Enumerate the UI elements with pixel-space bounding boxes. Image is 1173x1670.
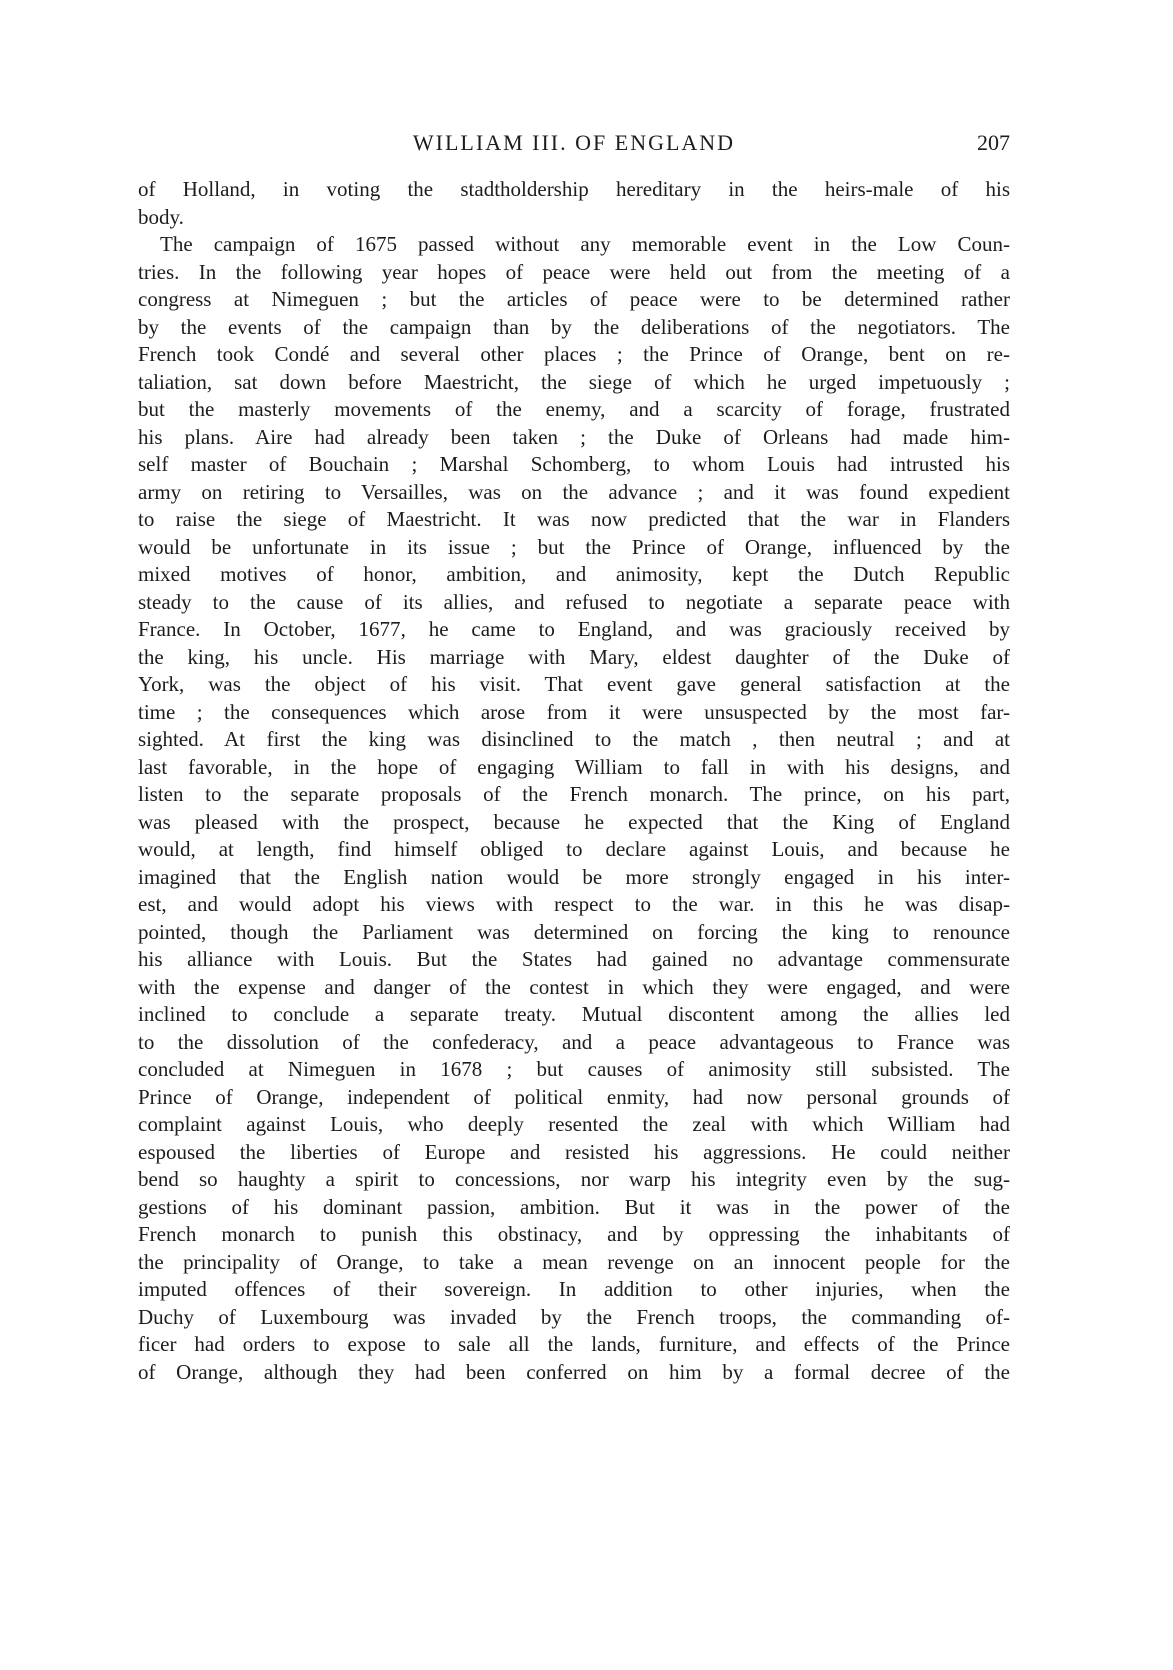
text-line: taliation, sat down before Maestricht, the siege of which he urged impetuously ; bbox=[138, 369, 1010, 394]
text-line: by the events of the campaign than by the deliberations of the negotiators. The bbox=[138, 314, 1010, 339]
text-line: body. bbox=[138, 204, 184, 229]
text-line: est, and would adopt his views with respect to the war. in this he was disap- bbox=[138, 892, 1010, 916]
text-line: complaint against Louis, who deeply resented the zeal with which William had bbox=[138, 1112, 1010, 1136]
text-line: of Orange, although they had been conferred on him by a formal decree of the bbox=[138, 1359, 1010, 1384]
text-line: army on retiring to Versailles, was on the advance ; and it was found expedient bbox=[138, 479, 1010, 504]
text-line: congress at Nimeguen ; but the articles of peace were to be determined rather bbox=[138, 287, 1010, 311]
running-title: WILLIAM III. OF ENGLAND bbox=[412, 130, 736, 155]
text-line: The campaign of 1675 passed without any memorable event in the Low Coun- bbox=[160, 232, 1010, 256]
text-line: mixed motives of honor, ambition, and animosity, kept the Dutch Republic bbox=[138, 562, 1010, 586]
text-line: the principality of Orange, to take a mean revenge on an innocent people for the bbox=[138, 1249, 1010, 1274]
text-line: Prince of Orange, independent of political enmity, had now personal grounds of bbox=[138, 1084, 1010, 1109]
text-line: his alliance with Louis. But the States had gained no advantage commensurate bbox=[138, 947, 1010, 971]
text-line: to the dissolution of the confederacy, and a peace advantageous to France was bbox=[138, 1029, 1010, 1054]
text-line: steady to the cause of its allies, and refused to negotiate a separate peace with bbox=[138, 589, 1010, 614]
text-line: imputed offences of their sovereign. In addition to other injuries, when the bbox=[138, 1277, 1010, 1301]
text-line: Duchy of Luxembourg was invaded by the French troops, the commanding of- bbox=[138, 1304, 1010, 1329]
text-line: bend so haughty a spirit to concessions, nor warp his integrity even by the sug- bbox=[138, 1167, 1010, 1191]
text-line: French monarch to punish this obstinacy, and by oppressing the inhabitants of bbox=[138, 1222, 1010, 1246]
text-line: gestions of his dominant passion, ambition. But it was in the power of the bbox=[138, 1194, 1010, 1219]
text-line: York, was the object of his visit. That event gave general satisfaction at the bbox=[138, 672, 1010, 696]
text-line: French took Condé and several other places ; the Prince of Orange, bent on re- bbox=[138, 342, 1010, 366]
text-line: of Holland, in voting the stadtholdership hereditary in the heirs-male of his bbox=[138, 177, 1010, 201]
page-number: 207 bbox=[977, 130, 1010, 155]
text-line: sighted. At first the king was disinclined to the match , then neutral ; and at bbox=[138, 727, 1010, 751]
text-line: was pleased with the prospect, because he expected that the King of England bbox=[138, 809, 1010, 834]
text-line: would be unfortunate in its issue ; but the Prince of Orange, influenced by the bbox=[138, 534, 1010, 559]
text-line: last favorable, in the hope of engaging William to fall in with his designs, and bbox=[138, 754, 1010, 779]
text-line: would, at length, find himself obliged to declare against Louis, and because he bbox=[138, 837, 1010, 861]
text-line: self master of Bouchain ; Marshal Schomberg, to whom Louis had intrusted his bbox=[138, 452, 1010, 476]
text-line: France. In October, 1677, he came to England, and was graciously received by bbox=[138, 617, 1010, 641]
text-line: pointed, though the Parliament was determined on forcing the king to renounce bbox=[138, 919, 1010, 944]
text-line: tries. In the following year hopes of peace were held out from the meeting of a bbox=[138, 259, 1010, 284]
text-line: ficer had orders to expose to sale all the lands, furniture, and effects of the Prince bbox=[138, 1332, 1010, 1356]
body-text bbox=[138, 176, 1010, 1386]
text-line: concluded at Nimeguen in 1678 ; but causes of animosity still subsisted. The bbox=[138, 1057, 1010, 1081]
running-head bbox=[138, 128, 1010, 158]
text-line: listen to the separate proposals of the French monarch. The prince, on his part, bbox=[138, 782, 1010, 806]
text-line: the king, his uncle. His marriage with Mary, eldest daughter of the Duke of bbox=[138, 644, 1010, 669]
text-line: but the masterly movements of the enemy, and a scarcity of forage, frustrated bbox=[138, 397, 1010, 421]
text-line: espoused the liberties of Europe and resisted his aggressions. He could neither bbox=[138, 1139, 1010, 1164]
text-line: time ; the consequences which arose from it were unsuspected by the most far- bbox=[138, 699, 1010, 724]
text-line: his plans. Aire had already been taken ; the Duke of Orleans had made him- bbox=[138, 424, 1010, 449]
text-line: inclined to conclude a separate treaty. Mutual discontent among the allies led bbox=[138, 1002, 1010, 1026]
text-line: to raise the siege of Maestricht. It was now predicted that the war in Flanders bbox=[138, 507, 1010, 531]
text-line: with the expense and danger of the contest in which they were engaged, and were bbox=[138, 974, 1010, 999]
text-line: imagined that the English nation would be more strongly engaged in his inter- bbox=[138, 864, 1010, 889]
